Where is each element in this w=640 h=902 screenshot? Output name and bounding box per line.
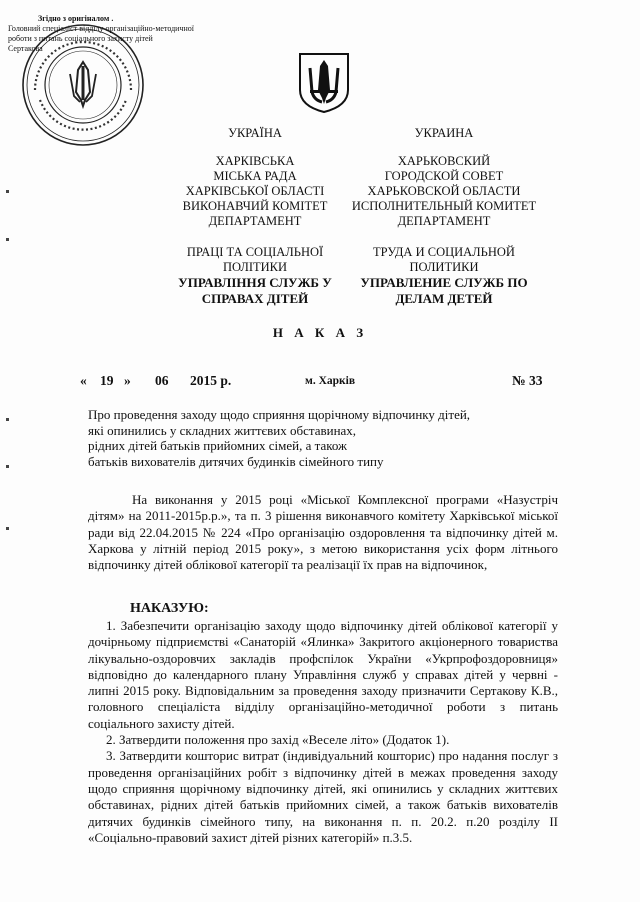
unit-line-1-ua: УПРАВЛІННЯ СЛУЖБ У: [178, 275, 332, 290]
scan-dot: [6, 238, 9, 241]
scan-dot: [6, 465, 9, 468]
dept-line-2-ua: ПОЛІТИКИ: [222, 260, 288, 274]
city-line-5-ua: ДЕПАРТАМЕНТ: [208, 214, 302, 228]
order-item-2: 2. Затвердити положення про захід «Веселе літо» (Додаток 1).: [106, 732, 450, 748]
unit-line-2-ru: ДЕЛАМ ДЕТЕЙ: [395, 291, 493, 306]
subject-line-4: батьків вихователів дитячих будинків сімейного типу: [88, 453, 384, 469]
date-day: 19: [100, 373, 114, 388]
city-line-4-ru: ИСПОЛНИТЕЛЬНЫЙ КОМИТЕТ: [351, 199, 537, 213]
dept-line-1-ru: ТРУДА И СОЦИАЛЬНОЙ: [373, 245, 515, 259]
city-line-1-ru: ХАРЬКОВСКИЙ: [397, 154, 491, 168]
country-ua: УКРАЇНА: [228, 126, 282, 140]
date-month: 06: [155, 373, 169, 388]
stamp-line-1: Згідно з оригіналом .: [38, 14, 114, 23]
date-year: 2015 р.: [190, 373, 232, 388]
dept-line-1-ua: ПРАЦІ ТА СОЦІАЛЬНОЇ: [186, 245, 324, 259]
stamp-line-3: роботи з питань соціального захисту дітей: [8, 34, 153, 43]
stamp-line-2: Головний спеціаліст відділу організаційно-методичної: [8, 24, 194, 33]
header-russian: [338, 126, 550, 307]
document-number: № 33: [512, 373, 543, 388]
order-subject: [88, 407, 558, 469]
unit-line-2-ua: СПРАВАХ ДІТЕЙ: [201, 291, 309, 306]
order-heading: НАКАЗУЮ:: [130, 601, 209, 616]
date-close-quote: »: [124, 373, 131, 388]
city-line-4-ua: ВИКОНАВЧИЙ КОМІТЕТ: [182, 199, 328, 213]
dept-line-2-ru: ПОЛИТИКИ: [409, 260, 479, 274]
date-open-quote: «: [80, 373, 87, 388]
city-line-3-ua: ХАРКІВСЬКОЇ ОБЛАСТІ: [185, 184, 325, 198]
scan-dot: [6, 527, 9, 530]
order-item-3: 3. Затвердити кошторис витрат (індивідуальний кошторис) про надання послуг з проведення організаційних робіт з відпочинку дітей в межах проведення заходу щодо сприяння щорічному відпочинку дітей, які опинились у складних життєвих обставинах, рідних дітей батьків прийомних сімей, а також батьків вихователів дитячих будинків сімейного типу, на виконання п. п. 20.2. п.20 розділу ІІ «Соціально-правовий захист дітей різних категорій» п.3.5.: [88, 748, 558, 845]
country-ru: УКРАИНА: [414, 126, 474, 140]
subject-line-3: рідних дітей батьків прийомних сімей, а також: [88, 438, 348, 453]
scan-dot: [6, 418, 9, 421]
coat-of-arms-icon: [296, 52, 352, 114]
order-item-1: 1. Забезпечити організацію заходу щодо відпочинку дітей облікової категорії у дочірньому підприємстві «Санаторій «Ялинка» Закритого акціонерного товариства лікувально-оздоровчих закладів профспілок України «Укрпрофоздоровниця» відповідно до календарного плану Управління служб у справах дітей у червні - липні 2015 року. Відповідальним за проведення заходу призначити Сертакову К.В., головного спеціаліста відділу організаційно-методичної роботи з питань соціального захисту дітей.: [88, 618, 558, 731]
preamble-paragraph: [88, 492, 558, 573]
certification-stamp-text: [8, 14, 223, 54]
preamble-text: На виконання у 2015 році «Міської Комплексної програми «Назустріч дітям» на 2011-2015р.р.», та п. 3 рішення виконавчого комітету Харківської міської ради від 22.04.2015 № 224 «Про організацію оздоровлення та відпочинку дітей м. Харкова у літній період 2015 року», з метою використання усіх форм літнього відпочинку дітей облікової категорії та реалізації їх прав на відпочинок,: [88, 492, 558, 573]
unit-line-1-ru: УПРАВЛЕНИЕ СЛУЖБ ПО: [360, 275, 528, 290]
city-line-1-ua: ХАРКІВСЬКА: [215, 154, 295, 168]
document-title: Н А К А З: [272, 325, 368, 340]
subject-line-1: Про проведення заходу щодо сприяння щорічному відпочинку дітей,: [88, 407, 471, 422]
city-line-2-ru: ГОРОДСКОЙ СОВЕТ: [384, 169, 504, 183]
city-line-3-ru: ХАРЬКОВСКОЙ ОБЛАСТИ: [367, 184, 521, 198]
header-ukrainian: [155, 126, 355, 307]
order-items: [88, 618, 558, 846]
subject-line-2: які опинились у складних життєвих обставинах,: [88, 422, 357, 438]
city-line-2-ua: МІСЬКА РАДА: [213, 169, 297, 183]
document-city: м. Харків: [305, 375, 356, 387]
stamp-line-4: Сертакова: [8, 44, 43, 53]
city-line-5-ru: ДЕПАРТАМЕНТ: [397, 214, 491, 228]
scan-dot: [6, 190, 9, 193]
